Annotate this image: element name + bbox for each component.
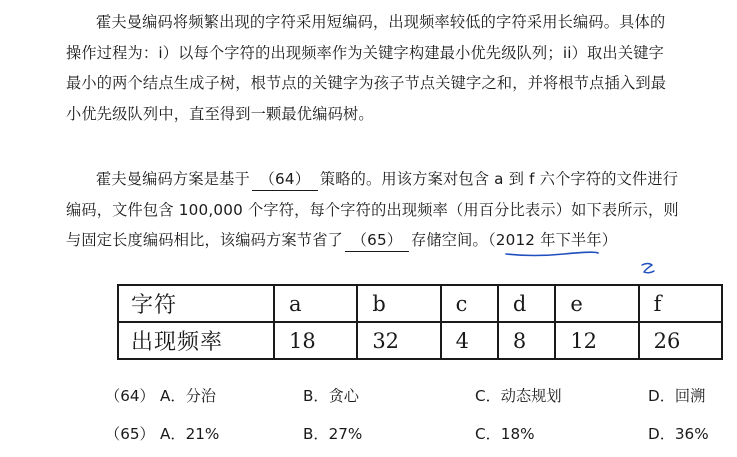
- question-number-64: （64）: [105, 387, 155, 405]
- pen-scribble-annotation: [640, 261, 656, 275]
- header-cell-characters: 字符: [118, 285, 274, 322]
- option-65-c[interactable]: C．18%: [475, 425, 535, 443]
- intro-line-2: 操作过程为：i）以每个字符的出现频率作为关键字构建最小优先级队列；ii）取出关键字: [66, 43, 664, 62]
- pen-underline-annotation: [504, 249, 600, 259]
- option-65-b[interactable]: B．27%: [303, 425, 363, 443]
- question-number-65: （65）: [105, 425, 155, 443]
- table-row-frequency: [118, 322, 722, 359]
- intro-line-1: 霍夫曼编码将频繁出现的字符采用短编码，出现频率较低的字符采用长编码。具体的: [96, 13, 666, 31]
- intro-line-4: 小优先级队列中，直至得到一颗最优编码树。: [66, 104, 374, 123]
- freq-cell-c: 4: [441, 322, 498, 359]
- option-65-d[interactable]: D．36%: [648, 425, 709, 443]
- exam-year-tag: [496, 225, 602, 256]
- freq-cell-e: 12: [555, 322, 638, 359]
- header-cell-frequency: 出现频率: [118, 322, 274, 359]
- option-64-b[interactable]: B．贪心: [303, 387, 359, 405]
- char-cell-a: a: [274, 285, 357, 322]
- option-64-c[interactable]: C．动态规划: [475, 387, 562, 405]
- freq-cell-f: 26: [639, 322, 722, 359]
- char-cell-b: b: [357, 285, 440, 322]
- char-cell-e: e: [555, 285, 638, 322]
- question-line-3-pre: 与固定长度编码相比，该编码方案节省了: [66, 231, 343, 249]
- question-line-2: 编码，文件包含 100,000 个字符，每个字符的出现频率（用百分比表示）如下表所示，则: [66, 200, 679, 219]
- option-64-d[interactable]: D．回溯: [648, 387, 706, 405]
- question-line-1: [66, 164, 734, 195]
- paragraph-question: [66, 164, 734, 256]
- table-row-characters: [118, 285, 722, 322]
- blank-64: （64）: [252, 168, 318, 191]
- question-line-1-pre: 霍夫曼编码方案是基于: [96, 170, 250, 188]
- exam-year-text: 2012 年下半年: [495, 231, 602, 249]
- question-line-1-post: 策略的。用该方案对包含 a 到 f 六个字符的文件进行: [319, 170, 679, 188]
- question-line-3-mid: 存储空间。（: [410, 231, 496, 249]
- freq-cell-b: 32: [357, 322, 440, 359]
- char-cell-d: d: [498, 285, 555, 322]
- question-line-3: [66, 225, 734, 256]
- question-line-3-end: ）: [601, 231, 618, 249]
- option-64-a[interactable]: A．分治: [160, 387, 216, 405]
- freq-cell-d: 8: [498, 322, 555, 359]
- char-cell-f: f: [639, 285, 722, 322]
- char-cell-c: c: [441, 285, 498, 322]
- option-65-a[interactable]: A．21%: [160, 425, 220, 443]
- freq-cell-a: 18: [274, 322, 357, 359]
- blank-65: （65）: [345, 229, 409, 252]
- intro-line-3: 最小的两个结点生成子树，根节点的关键字为孩子节点关键字之和，并将根节点插入到最: [66, 74, 667, 92]
- frequency-table: [117, 284, 723, 360]
- paragraph-huffman-intro: [66, 7, 734, 129]
